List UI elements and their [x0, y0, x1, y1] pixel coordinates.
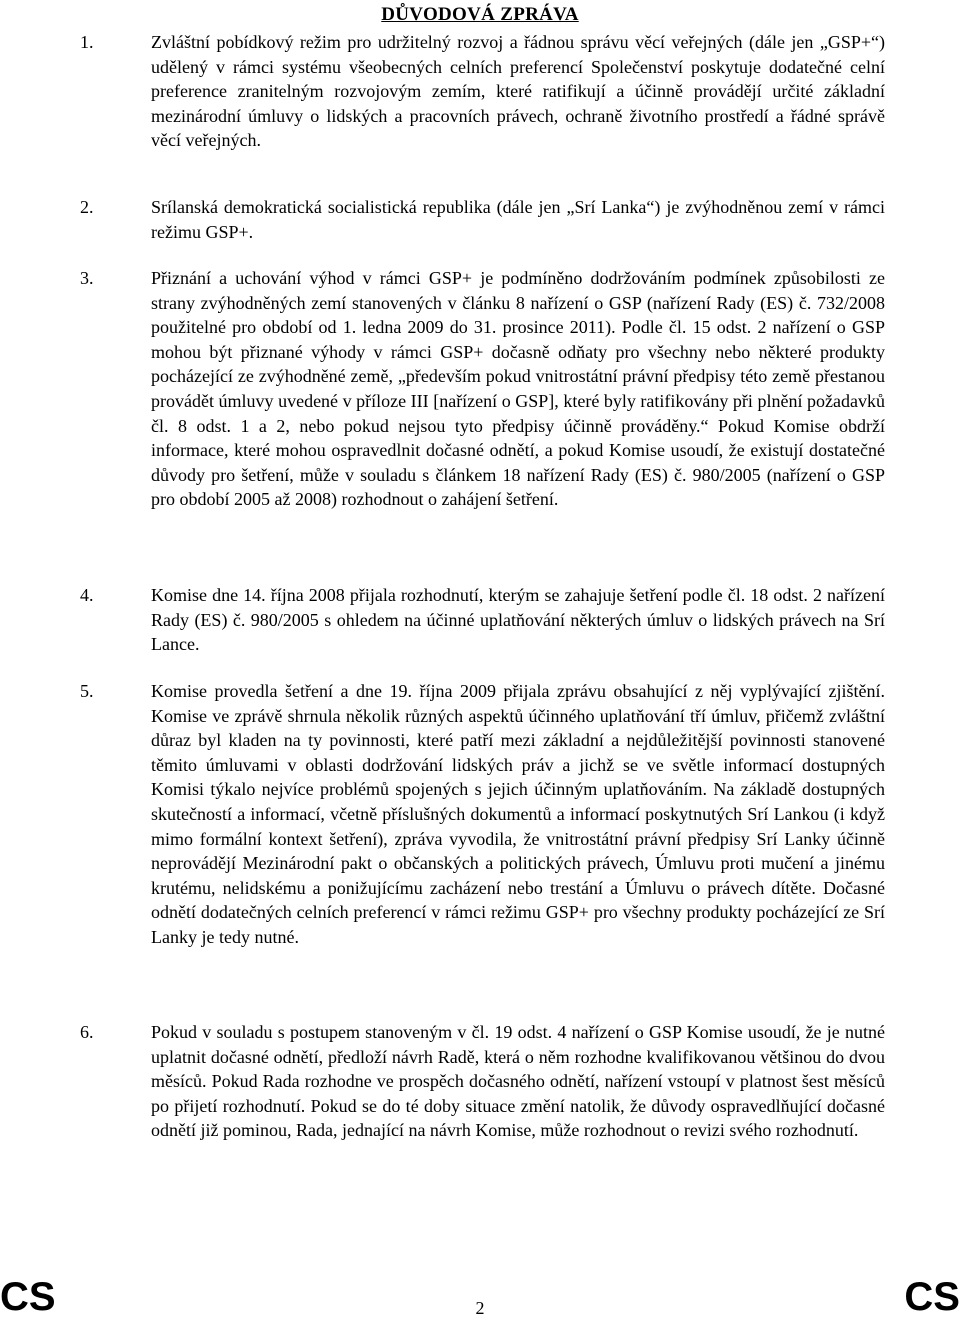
item-number: 1.: [80, 32, 94, 52]
item-number: 4.: [80, 585, 94, 605]
item-text: Komise provedla šetření a dne 19. října 2009 přijala zprávu obsahující z něj vyplývající zjištění. Komise ve zprávě shrnula několik různých aspektů účinného uplatňování tří úmluv, přičemž zvláštní důraz byl kladen na ty povinnosti, které patří mezi základní a nejdůležitější povinnosti stanovené těmito úmluvami v oblasti dodržování lidských práv a jichž se ve světle informací dostupných Komisi týkalo nejvíce problémů spojených s jejich účinným uplatňováním. Na základě dostupných skutečností a informací, včetně příslušných dokumentů a informací poskytnutých Srí Lankou (i když mimo formální kontext šetření), zpráva vyvodila, že vnitrostátní právní předpisy Srí Lanky účinně neprovádějí Mezinárodní pakt o občanských a politických právech, Úmluvu proti mučení a jinému krutému, nelidskému a ponižujícímu zacházení nebo trestání a Úmluvu o právech dítěte. Dočasné odnětí dodatečných celních preferencí v rámci režimu GSP+ pro všechny produkty pocházející ze Srí Lanky je tedy nutné.: [151, 681, 885, 947]
item-text: Zvláštní pobídkový režim pro udržitelný rozvoj a řádnou správu věcí veřejných (dále jen „GSP+“) udělený v rámci systému všeobecných celních preferencí Společenství poskytuje dodatečné celní preference zranitelným rozvojovým zemím, které ratifikují a účinně provádějí určité základní mezinárodní úmluvy o lidských a pracovních právech, ochraně životního prostředí a řádné správě věcí veřejných.: [151, 32, 885, 151]
page-number: 2: [475, 1298, 485, 1318]
item-number: 3.: [80, 268, 94, 288]
footer-language-code-left: CS: [0, 1275, 56, 1319]
item-text: Srílanská demokratická socialistická republika (dále jen „Srí Lanka“) je zvýhodněnou zemí v rámci režimu GSP+.: [151, 197, 885, 242]
item-number: 2.: [80, 197, 94, 217]
item-text: Přiznání a uchování výhod v rámci GSP+ je podmíněno dodržováním podmínek způsobilosti ze strany zvýhodněných zemí stanovených v článku 8 nařízení o GSP (nařízení Rady (ES) č. 732/2008 použitelné pro období od 1. ledna 2009 do 31. prosince 2011). Podle čl. 15 odst. 2 nařízení o GSP mohou být přiznané výhody v rámci GSP+ dočasně odňaty pro všechny nebo některé produkty pocházející ze zvýhodněné země, „především pokud vnitrostátní právní předpisy této země přestanou provádět úmluvy uvedené v příloze III [nařízení o GSP], které byly ratifikovány při plnění požadavků čl. 8 odst. 1 a 2, nebo pokud nejsou tyto předpisy účinně prováděny.“ Pokud Komise obdrží informace, které mohou ospravedlnit dočasné odnětí, a pokud Komise usoudí, že existují dostatečné důvody pro šetření, může v souladu s článkem 18 nařízení Rady (ES) č. 980/2005 (nařízení o GSP pro období 2005 až 2008) rozhodnout o zahájení šetření.: [151, 268, 885, 510]
item-text: Pokud v souladu s postupem stanoveným v čl. 19 odst. 4 nařízení o GSP Komise usoudí, že je nutné uplatnit dočasné odnětí, předloží návrh Radě, která o něm rozhodne kvalifikovanou většinou do dvou měsíců. Pokud Rada rozhodne ve prospěch dočasného odnětí, nařízení vstoupí v platnost šest měsíců po přijetí rozhodnutí. Pokud se do té doby situace změní natolik, že důvody ospravedlňující dočasné odnětí již pominou, Rada, jednající na návrh Komise, může rozhodnout o revizi svého rozhodnutí.: [151, 1022, 885, 1141]
item-text: Komise dne 14. října 2008 přijala rozhodnutí, kterým se zahajuje šetření podle čl. 18 odst. 2 nařízení Rady (ES) č. 980/2005 s ohledem na účinné uplatňování některých úmluv o lidských právech na Srí Lance.: [151, 585, 885, 655]
document-title: DŮVODOVÁ ZPRÁVA: [381, 4, 579, 25]
item-number: 5.: [80, 681, 94, 701]
item-number: 6.: [80, 1022, 94, 1042]
footer-language-code-right: CS: [904, 1275, 960, 1319]
